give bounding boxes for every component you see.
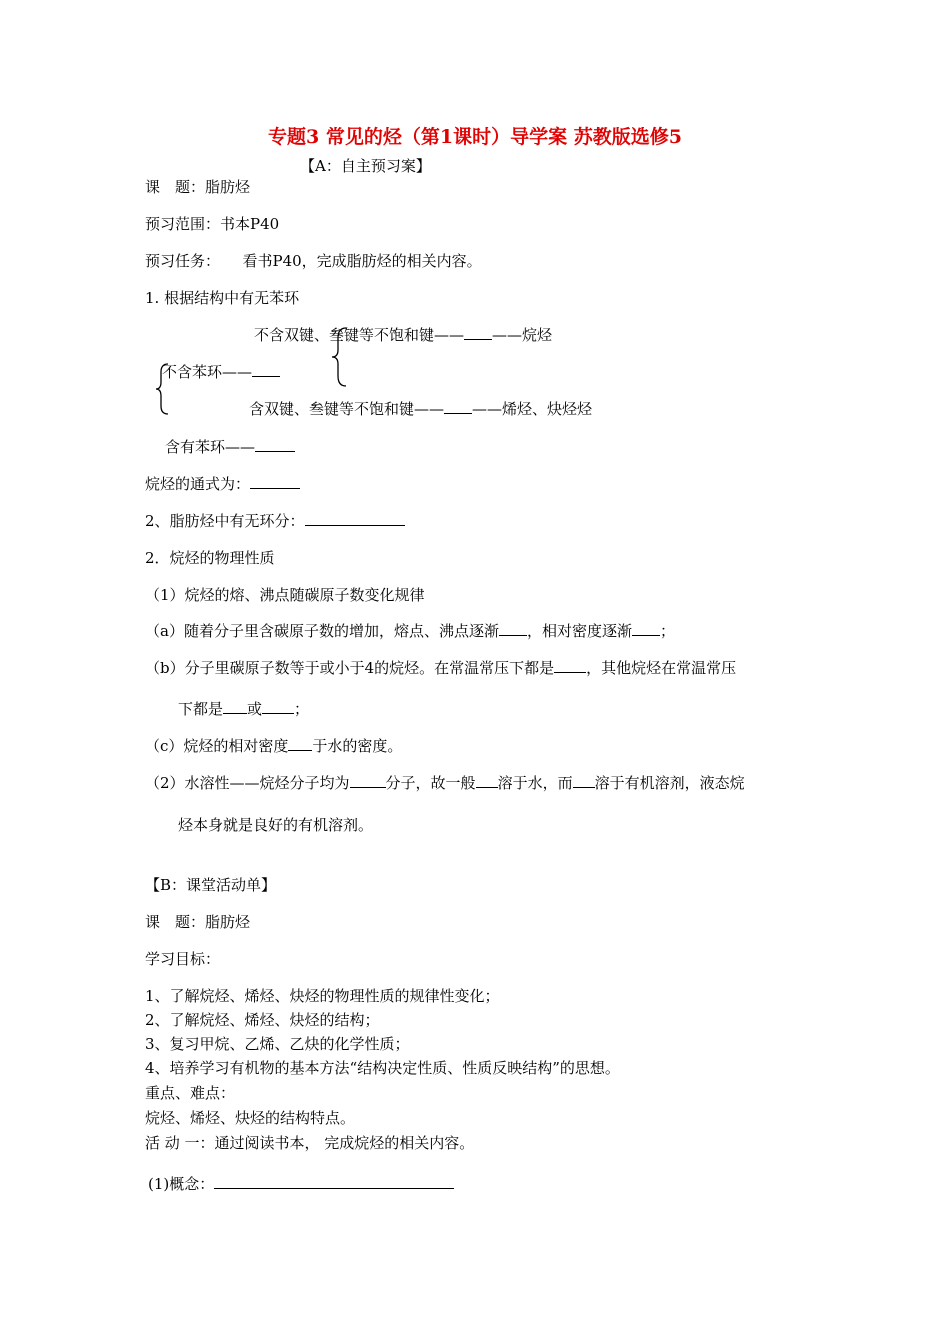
blank-concept[interactable] [214, 1174, 454, 1189]
section-b-heading: 【B：课堂活动单】 [145, 876, 277, 894]
property-2 [145, 773, 745, 793]
blank-density-trend[interactable] [632, 621, 660, 636]
preview-task: 预习任务： 看书P40，完成脂肪烃的相关内容。 [145, 252, 482, 270]
blank-density-compare[interactable] [288, 736, 312, 751]
blank-state-1[interactable] [223, 699, 247, 714]
blank-cyclic[interactable] [305, 511, 405, 526]
property-b-text-1: （b）分子里碳原子数等于或小于4的烷烃。在常温常压下都是 [145, 659, 555, 677]
property-2-text-1: （2）水溶性——烷烃分子均为 [145, 774, 350, 792]
goals-label: 学习目标： [145, 950, 221, 968]
tree-saturated [254, 325, 552, 345]
property-c [145, 736, 402, 756]
cyclic-question-label: 2、脂肪烃中有无环分： [145, 512, 305, 530]
tree-unsaturated-post: ——烯烃、炔烃烃 [472, 400, 593, 418]
tree-unsaturated [249, 399, 592, 419]
property-a-text-2: ，相对密度逐渐 [526, 622, 632, 640]
tree-has-benzene [165, 437, 295, 457]
property-b [145, 658, 736, 678]
goal-item: 1、了解烷烃、烯烃、炔烃的物理性质的规律性变化； [145, 987, 500, 1005]
property-a-text-3: ； [659, 622, 675, 640]
tree-unsaturated-pre: 含双键、叁键等不饱和键—— [249, 400, 445, 418]
goal-item: 4、培养学习有机物的基本方法“结构决定性质、性质反映结构”的思想。 [145, 1059, 620, 1077]
page-title: 专题3 常见的烃（第1课时）导学案 苏教版选修5 [268, 126, 682, 148]
property-2-text-2: 分子，故一般 [385, 774, 476, 792]
question-2: 2．烷烃的物理性质 [145, 549, 275, 567]
property-2-text-3: 溶于水，而 [497, 774, 573, 792]
tree-has-benzene-label: 含有苯环—— [165, 438, 256, 456]
property-1: （1）烷烃的熔、沸点随碳原子数变化规律 [145, 586, 425, 604]
blank-molecule-type[interactable] [350, 773, 386, 788]
blank-state-small[interactable] [554, 658, 586, 673]
blank-state-2[interactable] [262, 699, 294, 714]
property-c-text-1: （c）烷烃的相对密度 [145, 737, 289, 755]
blank-no-benzene[interactable] [252, 362, 280, 377]
blank-melting-trend[interactable] [499, 621, 527, 636]
property-c-text-2: 于水的密度。 [312, 737, 403, 755]
blank-organic-solubility[interactable] [573, 773, 595, 788]
property-2-text-4: 溶于有机溶剂，液态烷 [594, 774, 745, 792]
property-a-text-1: （a）随着分子里含碳原子数的增加，熔点、沸点逐渐 [145, 622, 499, 640]
property-2-cont: 烃本身就是良好的有机溶剂。 [178, 816, 374, 834]
topic-line-b: 课 题：脂肪烃 [145, 913, 251, 931]
concept-line [148, 1174, 454, 1194]
goal-item: 3、复习甲烷、乙烯、乙炔的化学性质； [145, 1035, 410, 1053]
property-b-cont [178, 699, 309, 719]
property-a [145, 621, 675, 641]
topic-line: 课 题：脂肪烃 [145, 178, 251, 196]
cyclic-question [145, 511, 405, 531]
inner-brace [330, 326, 350, 392]
goal-item: 2、了解烷烃、烯烃、炔烃的结构； [145, 1011, 380, 1029]
key-label: 重点、难点： [145, 1084, 236, 1102]
property-b-text-2: ，其他烷烃在常温常压 [586, 659, 737, 677]
outer-brace [155, 362, 171, 420]
tree-no-benzene [162, 362, 280, 382]
blank-unsaturated[interactable] [444, 399, 472, 414]
section-a-heading: 【A：自主预习案】 [300, 157, 431, 175]
blank-has-benzene[interactable] [255, 437, 295, 452]
property-b-text-4: 或 [247, 700, 263, 718]
question-1: 1. 根据结构中有无苯环 [145, 289, 300, 307]
preview-range: 预习范围：书本P40 [145, 215, 280, 233]
blank-general-formula[interactable] [250, 474, 300, 489]
general-formula [145, 474, 300, 494]
tree-saturated-post: ——烷烃 [492, 326, 553, 344]
property-b-text-5: ； [294, 700, 310, 718]
blank-water-solubility[interactable] [476, 773, 498, 788]
general-formula-label: 烷烃的通式为： [145, 475, 251, 493]
property-b-text-3: 下都是 [178, 700, 224, 718]
blank-saturated[interactable] [464, 325, 492, 340]
key-text: 烷烃、烯烃、炔烃的结构特点。 [145, 1109, 356, 1127]
tree-no-benzene-label: 不含苯环—— [162, 363, 253, 381]
tree-saturated-pre: 不含双键、叁键等不饱和键—— [254, 326, 465, 344]
concept-label: (1)概念： [148, 1175, 215, 1193]
activity-one: 活 动 一：通过阅读书本， 完成烷烃的相关内容。 [145, 1134, 475, 1152]
